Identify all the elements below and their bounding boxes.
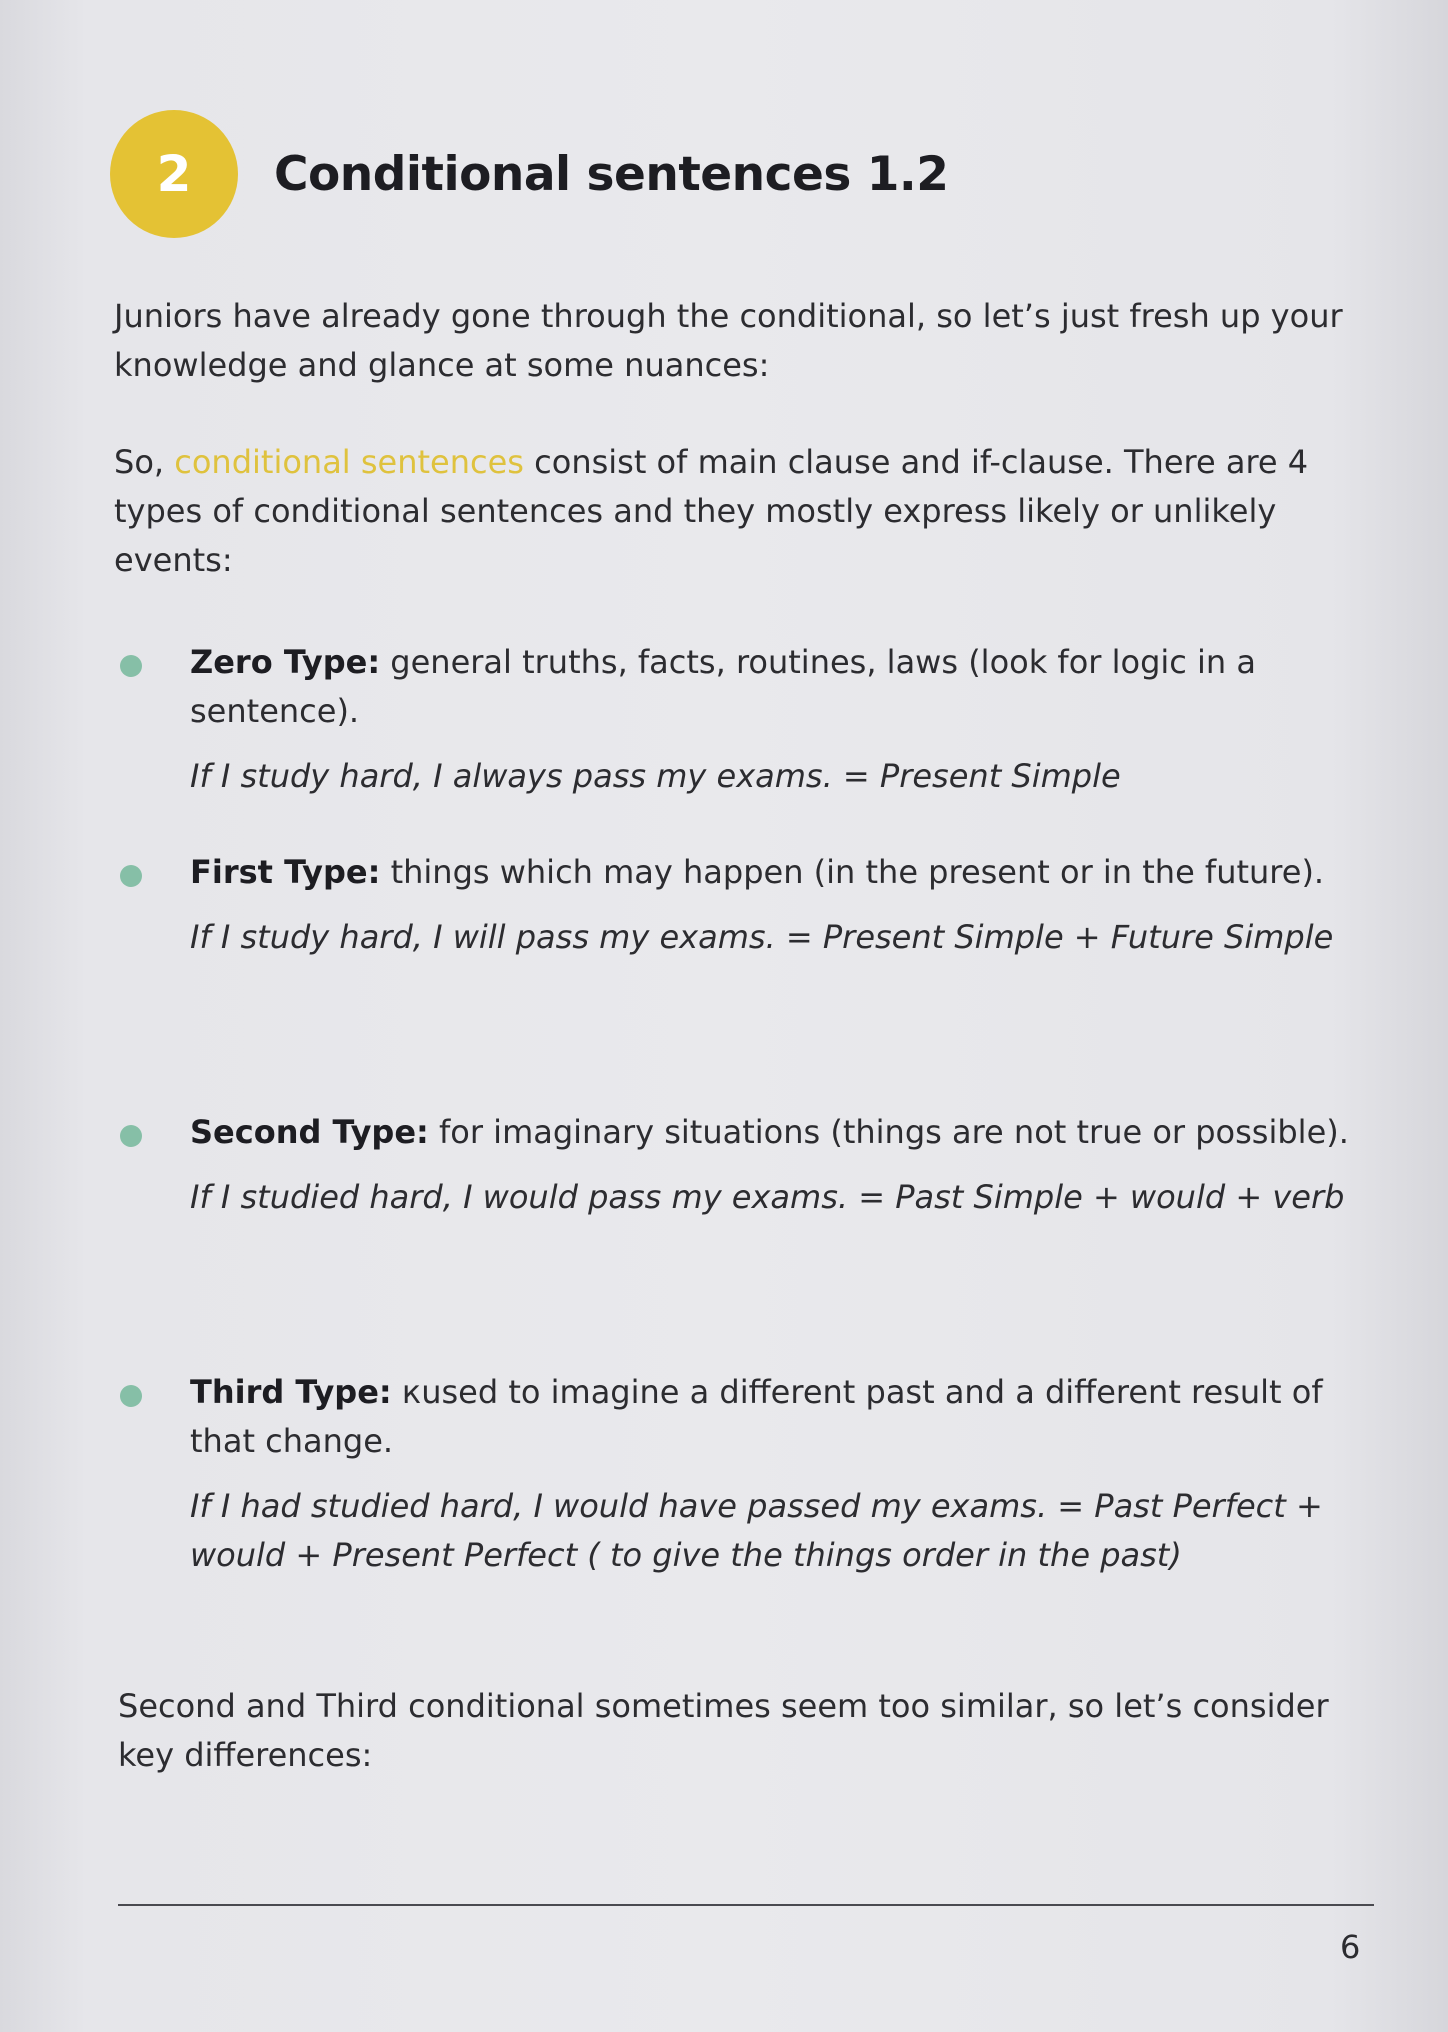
type-example: If I study hard, I will pass my exams. = Present Simple + Future Simple [190, 918, 1334, 956]
page-number: 6 [1340, 1928, 1361, 1966]
highlighted-term: conditional sentences [174, 443, 524, 481]
type-example: If I had studied hard, I would have passed my exams. = Past Perfect + would + Present Perfect ( to give the things order in the past) [190, 1487, 1323, 1574]
type-text: for imaginary situations (things are not true or possible). [428, 1113, 1349, 1151]
list-item-second-type [120, 1108, 1370, 1222]
bullet-dot-icon [120, 655, 142, 677]
bullet-dot-icon [120, 1125, 142, 1147]
list-item-third-type [120, 1368, 1370, 1580]
type-description [190, 1368, 1370, 1466]
intro-paragraph: Juniors have already gone through the conditional, so let’s just fresh up your knowledge and glance at some nuances: [114, 297, 1343, 384]
type-example: If I studied hard, I would pass my exams. = Past Simple + would + verb [190, 1178, 1345, 1216]
type-text: things which may happen (in the present or in the future). [380, 853, 1325, 891]
definition-rest: consist of main clause and if-clause. There are 4 types of conditional sentences and they mostly express likely or unlikely events: [114, 443, 1309, 579]
closing-paragraph: Second and Third conditional sometimes seem too similar, so let’s consider key differences: [118, 1687, 1329, 1774]
definition-paragraph [114, 438, 1374, 585]
page-title: Conditional sentences 1.2 [274, 146, 949, 202]
type-label: Zero Type: [190, 643, 381, 681]
footer-divider [118, 1904, 1374, 1906]
type-label: First Type: [190, 853, 381, 891]
type-text: general truths, facts, routines, laws (look for logic in a sentence). [190, 643, 1256, 730]
type-label: Third Type: [190, 1373, 392, 1411]
type-example: If I study hard, I always pass my exams. = Present Simple [190, 757, 1121, 795]
type-description [190, 1108, 1370, 1157]
section-number-badge: 2 [110, 110, 238, 238]
type-text: кused to imagine a different past and a different result of that change. [190, 1373, 1323, 1460]
type-label: Second Type: [190, 1113, 429, 1151]
section-header [110, 110, 948, 238]
bullet-dot-icon [120, 865, 142, 887]
list-item-first-type [120, 848, 1370, 962]
list-item-zero-type [120, 638, 1370, 801]
type-description [190, 848, 1370, 897]
definition-lead: So, [114, 443, 175, 481]
bullet-dot-icon [120, 1385, 142, 1407]
type-description [190, 638, 1370, 736]
